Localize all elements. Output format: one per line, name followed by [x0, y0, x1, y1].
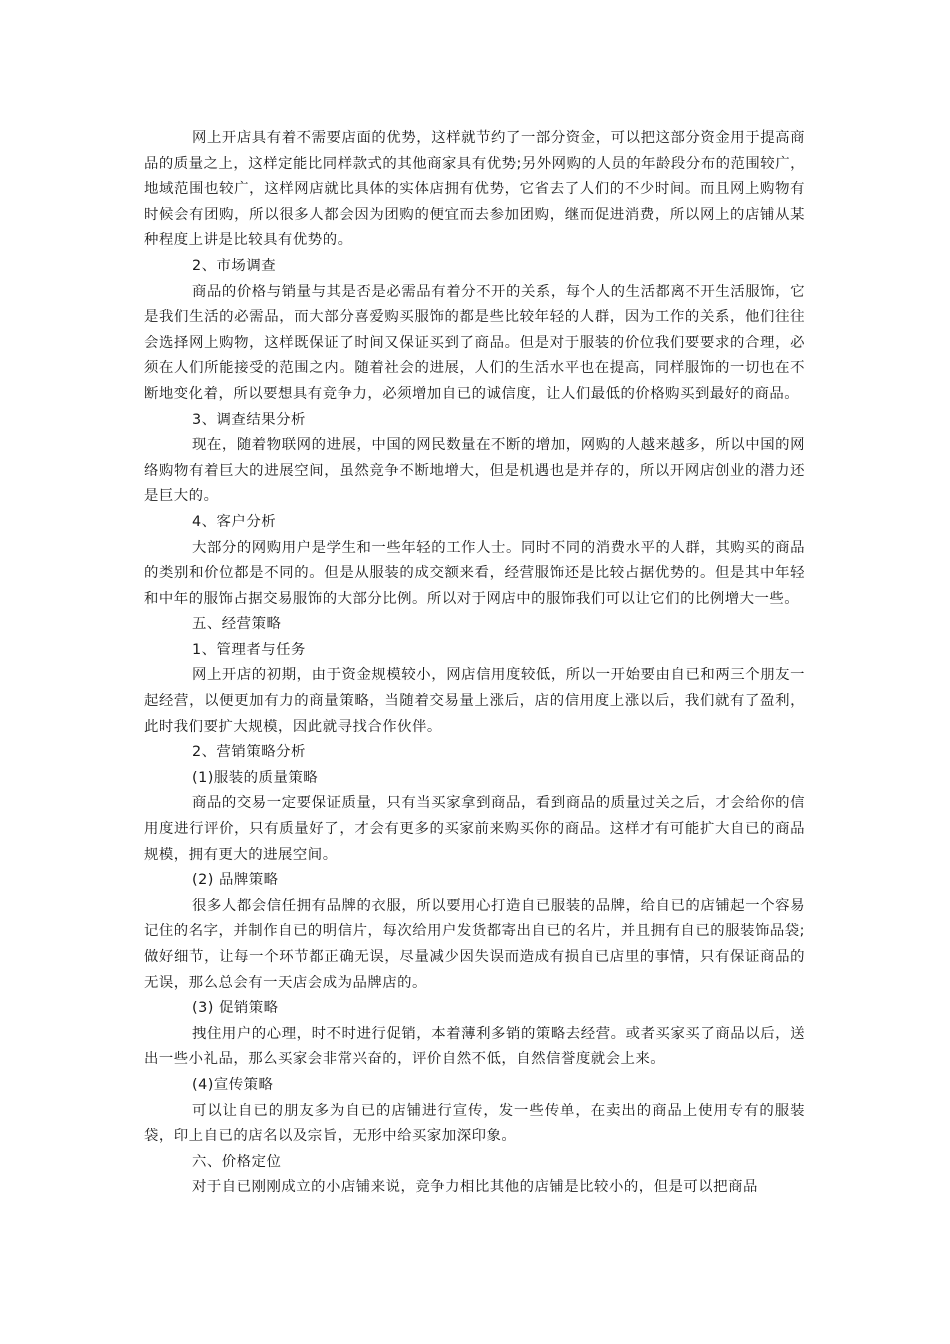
- body-paragraph: 网上开店的初期，由于资金规模较小，网店信用度较低，所以一开始要由自已和两三个朋友一起经营，以便更加有力的商量策略，当随着交易量上涨后，店的信用度上涨以后，我们就有了盈利，此时我们要扩大规模，因此就寻找合作伙伴。: [144, 667, 805, 735]
- body-paragraph: 大部分的网购用户是学生和一些年轻的工作人士。同时不同的消费水平的人群，其购买的商品的类别和价位都是不同的。但是从服装的成交额来看，经营服饰还是比较占据优势的。但是其中年轻和中年的服饰占据交易服饰的大部分比例。所以对于网店中的服饰我们可以让它们的比例增大一些。: [144, 539, 805, 607]
- document-page: [144, 126, 805, 1201]
- section-heading: (3) 促销策略: [192, 1000, 279, 1017]
- section-heading: 六、价格定位: [192, 1153, 282, 1170]
- section-heading: 2、营销策略分析: [192, 744, 306, 761]
- body-paragraph: 商品的价格与销量与其是否是必需品有着分不开的关系，每个人的生活都离不开生活服饰，它是我们生活的必需品，而大部分喜爱购买服饰的都是些比较年轻的人群，因为工作的关系，他们往往会选择网上购物，这样既保证了时间又保证买到了商品。但是对于服装的价位我们要要求的合理，必须在人们所能接受的范围之内。随着社会的进展，人们的生活水平也在提高，同样服饰的一切也在不断地变化着，所以要想具有竞争力，必须增加自已的诚信度，让人们最低的价格购买到最好的商品。: [144, 283, 805, 402]
- section-heading: (4)宣传策略: [192, 1076, 274, 1093]
- body-paragraph: 很多人都会信任拥有品牌的衣服，所以要用心打造自已服装的品牌，给自已的店铺起一个容易记住的名字，并制作自已的明信片，每次给用户发货都寄出自已的名片，并且拥有自已的服装饰品袋;做好细节，让每一个环节都正确无误，尽量减少因失误而造成有损自已店里的事情，只有保证商品的无误，那么总会有一天店会成为品牌店的。: [144, 897, 805, 991]
- section-heading: (1)服装的质量策略: [192, 769, 319, 786]
- body-paragraph: 网上开店具有着不需要店面的优势，这样就节约了一部分资金，可以把这部分资金用于提高商品的质量之上，这样定能比同样款式的其他商家具有优势;另外网购的人员的年龄段分布的范围较广，地域范围也较广，这样网店就比具体的实体店拥有优势，它省去了人们的不少时间。而且网上购物有时候会有团购，所以很多人都会因为团购的便宜而去参加团购，继而促进消费，所以网上的店铺从某种程度上讲是比较具有优势的。: [144, 130, 805, 249]
- section-heading: 4、客户分析: [192, 513, 277, 530]
- section-heading: 3、调查结果分析: [192, 411, 306, 428]
- body-paragraph: 对于自已刚刚成立的小店铺来说，竞争力相比其他的店铺是比较小的，但是可以把商品: [192, 1179, 758, 1196]
- section-heading: 1、管理者与任务: [192, 641, 306, 658]
- body-paragraph: 现在，随着物联网的进展，中国的网民数量在不断的增加，网购的人越来越多，所以中国的网络购物有着巨大的进展空间，虽然竞争不断地增大，但是机遇也是并存的，所以开网店创业的潜力还是巨大的。: [144, 437, 805, 505]
- section-heading: (2) 品牌策略: [192, 872, 279, 889]
- section-heading: 2、市场调查: [192, 257, 277, 274]
- body-paragraph: 可以让自已的朋友多为自已的店铺进行宣传，发一些传单，在卖出的商品上使用专有的服装袋，印上自已的店名以及宗旨，无形中给买家加深印象。: [144, 1102, 805, 1145]
- body-paragraph: 商品的交易一定要保证质量，只有当买家拿到商品，看到商品的质量过关之后，才会给你的信用度进行评价，只有质量好了，才会有更多的买家前来购买你的商品。这样才有可能扩大自已的商品规模，拥有更大的进展空间。: [144, 795, 805, 863]
- body-paragraph: 拽住用户的心理，时不时进行促销，本着薄利多销的策略去经营。或者买家买了商品以后，送出一些小礼品，那么买家会非常兴奋的，评价自然不低，自然信誉度就会上来。: [144, 1025, 805, 1068]
- section-heading: 五、经营策略: [192, 616, 282, 633]
